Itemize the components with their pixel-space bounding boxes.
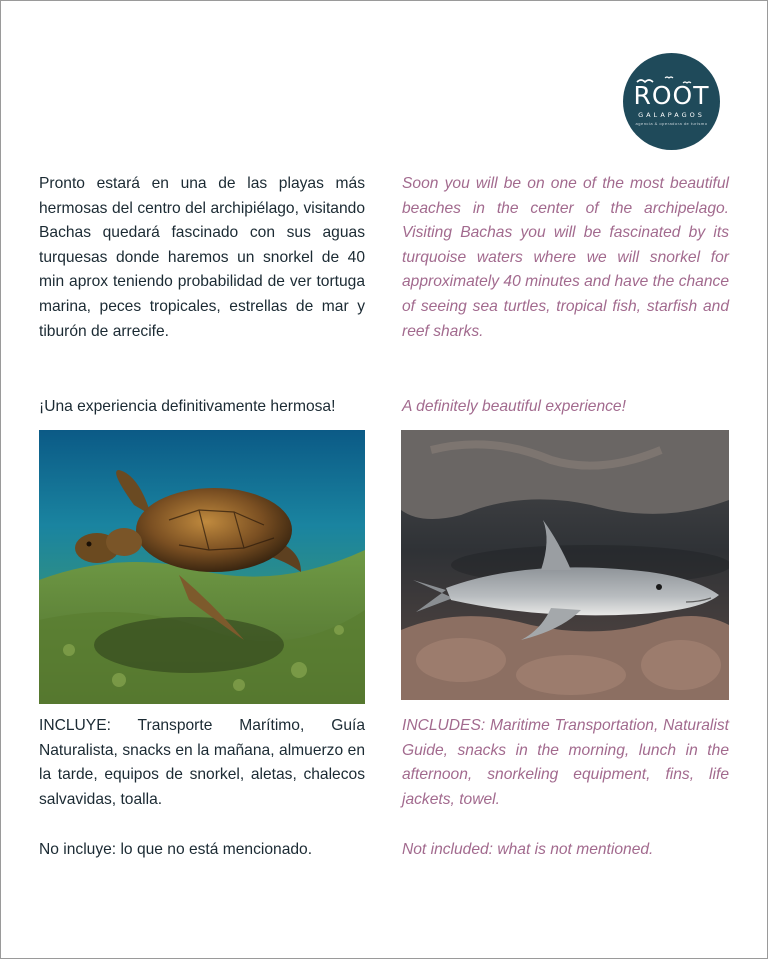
logo-subtitle: GALAPAGOS xyxy=(638,111,705,119)
english-intro-block xyxy=(402,172,729,344)
sea-turtle-photo xyxy=(39,430,365,704)
english-tagline: A definitely beautiful experience! xyxy=(402,398,626,415)
root-galapagos-logo xyxy=(623,53,720,150)
spanish-not-included: No incluye: lo que no está mencionado. xyxy=(39,841,313,858)
reef-shark-photo xyxy=(401,430,729,700)
english-not-included: Not included: what is not mentioned. xyxy=(402,841,654,858)
english-intro: Soon you will be on one of the most beautiful beaches in the center of the archipelago. Visiting Bachas you will be fascinated by its turquoise waters where we will snorkel for approximately 40 minutes and have the chance of seeing sea turtles, tropical fish, starfish and reef sharks. xyxy=(402,175,729,340)
logo-title: ROOT xyxy=(633,81,710,110)
spanish-intro-block xyxy=(39,172,365,344)
spanish-intro: Pronto estará en una de las playas más hermosas del centro del archipiélago, visitando Bachas quedará fascinado con sus aguas turquesas donde haremos un snorkel de 40 min aprox teniendo probabilidad de ver tortuga marina, peces tropicales, estrellas de mar y tiburón de arrecife. xyxy=(39,175,365,340)
spanish-not-included-block xyxy=(39,838,365,863)
english-includes: INCLUDES: Maritime Transportation, Naturalist Guide, snacks in the morning, lunch in the afternoon, snorkeling equipment, fins, life jackets, towel. xyxy=(402,717,729,808)
spanish-includes-block xyxy=(39,714,365,812)
spanish-tagline: ¡Una experiencia definitivamente hermosa! xyxy=(39,398,336,415)
english-not-included-block xyxy=(402,838,729,863)
spanish-includes: INCLUYE: Transporte Marítimo, Guía Naturalista, snacks en la mañana, almuerzo en la tarde, equipos de snorkel, aletas, chalecos salvavidas, toalla. xyxy=(39,717,365,808)
english-includes-block xyxy=(402,714,729,812)
english-tagline-block xyxy=(402,395,729,420)
logo-tagline: agencia & operadora de turismo xyxy=(635,121,708,126)
spanish-tagline-block xyxy=(39,395,365,420)
